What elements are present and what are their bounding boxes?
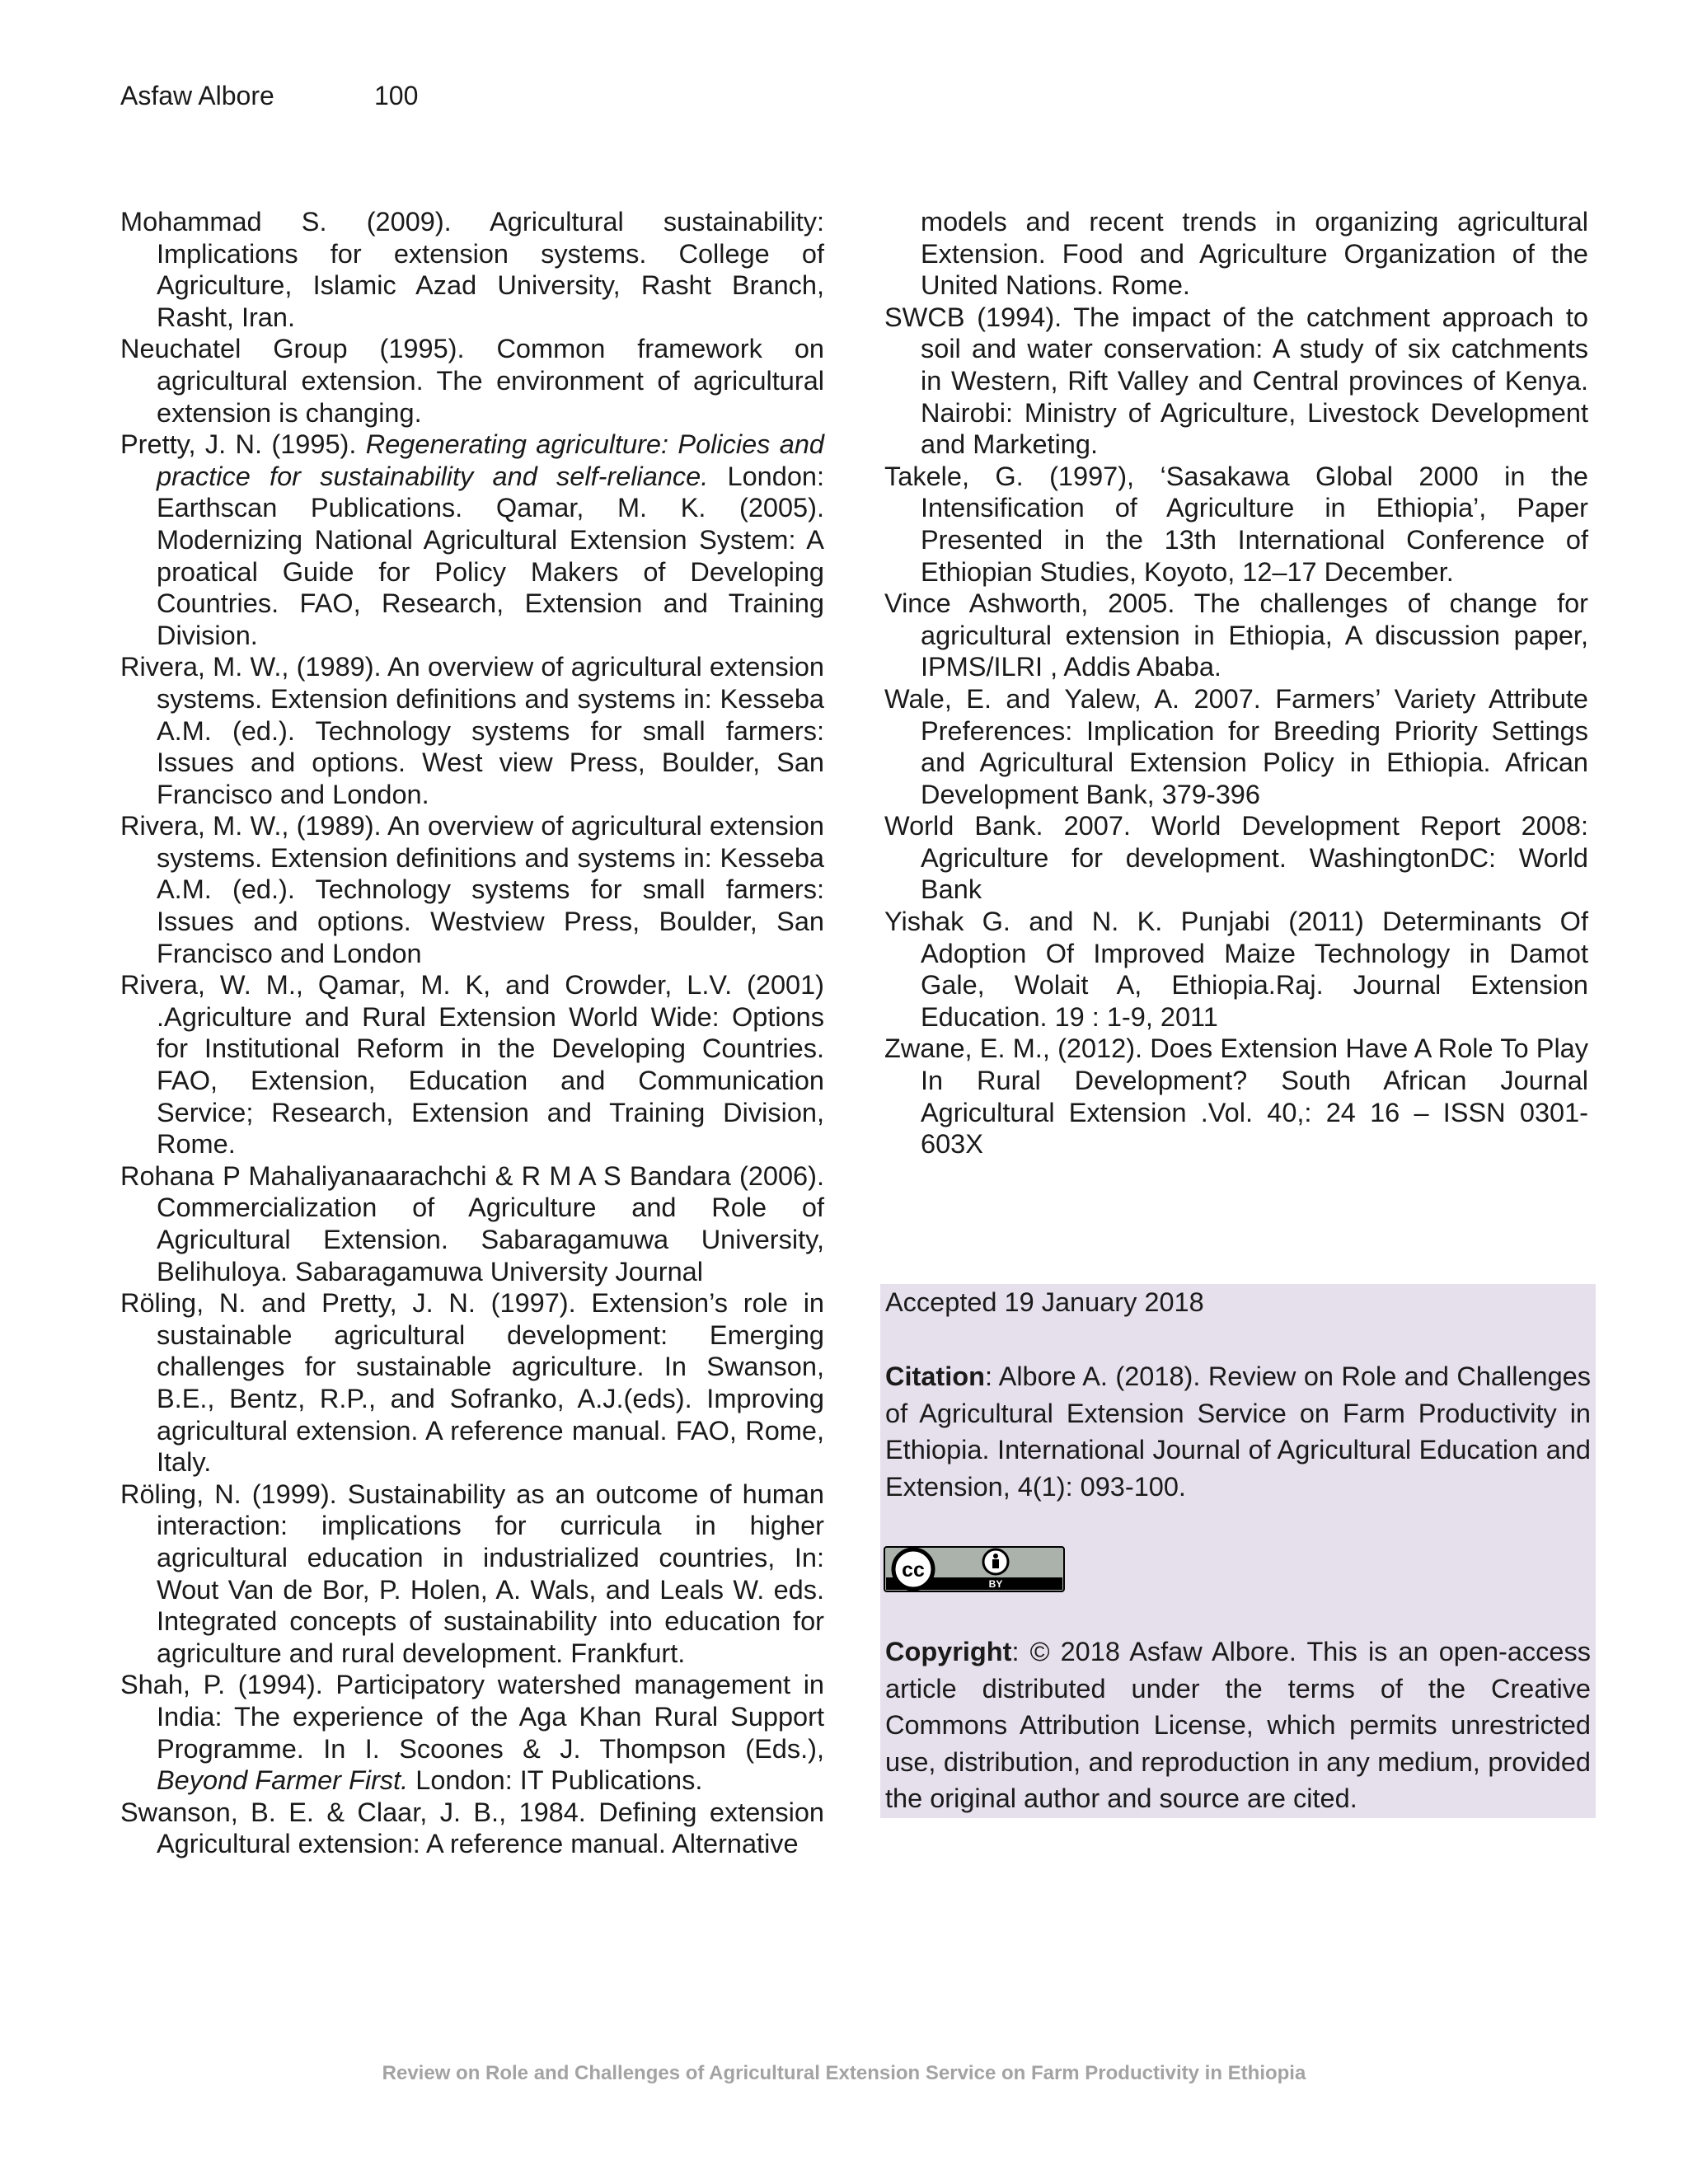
page-number: 100 <box>374 81 419 110</box>
references-left-column <box>120 206 824 1860</box>
cc-badge-right-text: BY <box>988 1578 1003 1590</box>
reference-entry: Neuchatel Group (1995). Common framework on agricultural extension. The environment of agricultural extension is changing. <box>120 334 824 428</box>
reference-continuation: models and recent trends in organizing agricultural Extension. Food and Agriculture Organization of the United Nations. Rome. <box>921 207 1588 301</box>
reference-entry: Zwane, E. M., (2012). Does Extension Have A Role To Play In Rural Development? South African Journal Agricultural Extension .Vol. 40,: 24 16 – ISSN 0301-603X <box>884 1033 1588 1160</box>
reference-entry: Mohammad S. (2009). Agricultural sustainability: Implications for extension systems. College of Agriculture, Islamic Azad University, Rasht Branch, Rasht, Iran. <box>120 207 824 332</box>
copyright-block <box>885 1633 1591 1817</box>
reference-entry: Rohana P Mahaliyanaarachchi & R M A S Bandara (2006). Commercialization of Agriculture and Role of Agricultural Extension. Sabaragamuwa University, Belihuloya. Sabaragamuwa University Journal <box>120 1160 824 1286</box>
reference-entry <box>120 429 824 651</box>
reference-entry: Wale, E. and Yalew, A. 2007. Farmers’ Variety Attribute Preferences: Implication for Breeding Priority Settings and Agricultural Extension Policy in Ethiopia. African Development Bank, 379-396 <box>884 683 1588 809</box>
reference-text: London: IT Publications. <box>408 1765 703 1796</box>
citation-text: : Albore A. (2018). Review on Role and Challenges of Agricultural Extension Service on Farm Productivity in Ethiopia. International Journal of Agricultural Education and Extension, 4(1): 093-100. <box>885 1361 1591 1502</box>
citation-label: Citation <box>885 1361 985 1391</box>
accepted-date: Accepted 19 January 2018 <box>885 1287 1204 1317</box>
reference-title-italic: Regenerating agriculture: Policies and practice for sustainability and self-reliance. <box>157 429 824 491</box>
reference-entry: Rivera, M. W., (1989). An overview of agricultural extension systems. Extension definitions and systems in: Kesseba A.M. (ed.). Technology systems for small farmers: Issues and options. West view Press, Boulder, San Francisco and London. <box>120 652 824 809</box>
reference-entry: SWCB (1994). The impact of the catchment approach to soil and water conservation: A study of six catchments in Western, Rift Valley and Central provinces of Kenya. Nairobi: Ministry of Agriculture, Livestock Development and Marketing. <box>884 302 1588 460</box>
reference-entry: Röling, N. and Pretty, J. N. (1997). Extension’s role in sustainable agricultural development: Emerging challenges for sustainable agriculture. In Swanson, B.E., Bentz, R.P., and Sofranko, A.J.(eds). Improving agricultural extension. A reference manual. FAO, Rome, Italy. <box>120 1288 824 1478</box>
reference-entry: Rivera, M. W., (1989). An overview of agricultural extension systems. Extension definitions and systems in: Kesseba A.M. (ed.). Technology systems for small farmers: Issues and options. Westview Press, Boulder, San Francisco and London <box>120 811 824 968</box>
references-right-column <box>884 206 1588 1160</box>
copyright-text: : © 2018 Asfaw Albore. This is an open-access article distributed under the terms of the Creative Commons Attribution License, which permits unrestricted use, distribution, and reproduction in any medium, provided the original author and source are cited. <box>885 1637 1591 1813</box>
citation-block <box>885 1358 1591 1505</box>
reference-entry: Rivera, W. M., Qamar, M. K, and Crowder, L.V. (2001) .Agriculture and Rural Extension World Wide: Options for Institutional Reform in the Developing Countries. FAO, Extension, Education and Communication Service; Research, Extension and Training Division, Rome. <box>120 970 824 1160</box>
copyright-label: Copyright <box>885 1637 1012 1666</box>
reference-text: Pretty, J. N. (1995). <box>120 429 366 460</box>
header-author: Asfaw Albore <box>120 81 274 110</box>
cc-badge-left-text: cc <box>902 1558 925 1582</box>
reference-entry: Röling, N. (1999). Sustainability as an outcome of human interaction: implications for curricula in higher agricultural education in industrialized countries, In: Wout Van de Bor, P. Holen, A. Wals, and Leals W. eds. Integrated concepts of sustainability into education for agriculture and rural development. Frankfurt. <box>120 1479 824 1668</box>
reference-text: London: Earthscan Publications. Qamar, M. K. (2005). Modernizing National Agricultural Extension System: A proatical Guide for Policy Makers of Developing Countries. FAO, Research, Extension and Training Division. <box>157 461 824 650</box>
reference-title-italic: Beyond Farmer First. <box>157 1765 409 1796</box>
running-footer: Review on Role and Challenges of Agricultural Extension Service on Farm Productivity in Ethiopia <box>382 2062 1306 2084</box>
reference-entry: World Bank. 2007. World Development Report 2008: Agriculture for development. WashingtonDC: World Bank <box>884 811 1588 905</box>
cc-by-license-icon[interactable] <box>884 1546 1065 1592</box>
reference-entry: Yishak G. and N. K. Punjabi (2011) Determinants Of Adoption Of Improved Maize Technology in Damot Gale, Wolait A, Ethiopia.Raj. Journal Extension Education. 19 : 1-9, 2011 <box>884 907 1588 1032</box>
reference-entry <box>120 1669 824 1796</box>
reference-entry: Vince Ashworth, 2005. The challenges of change for agricultural extension in Ethiopia, A discussion paper, IPMS/ILRI , Addis Ababa. <box>884 588 1588 682</box>
reference-text: Shah, P. (1994). Participatory watershed management in India: The experience of the Aga Khan Rural Support Programme. In I. Scoones & J. Thompson (Eds.), <box>120 1670 824 1764</box>
reference-entry: Swanson, B. E. & Claar, J. B., 1984. Defining extension Agricultural extension: A reference manual. Alternative <box>120 1797 824 1859</box>
running-header <box>120 79 419 112</box>
article-info-box <box>880 1284 1596 1818</box>
reference-entry: Takele, G. (1997), ‘Sasakawa Global 2000 in the Intensification of Agriculture in Ethiopia’, Paper Presented in the 13th International Conference of Ethiopian Studies, Koyoto, 12–17 December. <box>884 461 1588 587</box>
